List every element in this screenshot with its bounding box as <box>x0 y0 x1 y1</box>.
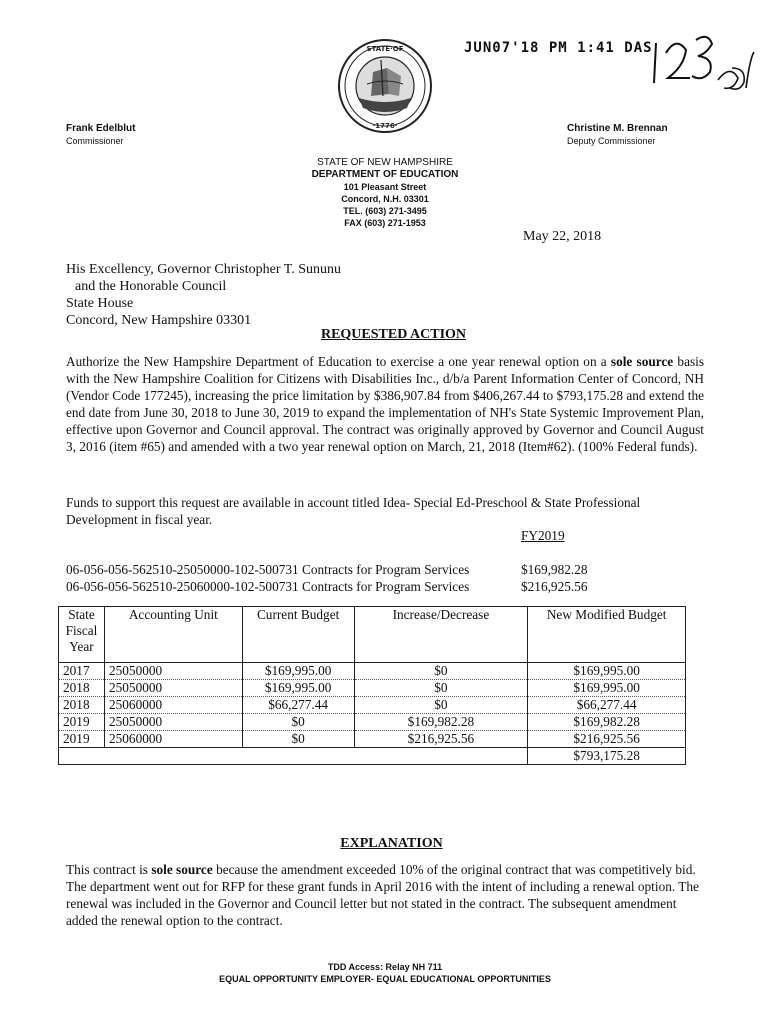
letter-date: May 22, 2018 <box>523 229 602 244</box>
cell-unit: 25050000 <box>104 663 242 680</box>
dept-line2: DEPARTMENT OF EDUCATION <box>311 169 459 180</box>
table-total-row <box>59 748 686 765</box>
paragraph-text: because the amendment exceeded 10% of the original contract that was competitively bid. The department went out for RFP for these grant funds in April 2016 with the intent of including a renewal option. The renewal was included in the Governor and Council letter but not stated in the contract. The subsequent amendment added the renewal option to the contract. <box>66 862 699 928</box>
dept-street: 101 Pleasant Street <box>343 182 427 192</box>
explanation-paragraph <box>66 861 704 929</box>
account-code: 06-056-056-562510-25060000-102-500731 Contracts for Program Services <box>66 579 470 594</box>
commissioner-title: Commissioner <box>66 136 124 146</box>
cell-year: 2018 <box>59 680 105 697</box>
cell-change: $0 <box>354 663 528 680</box>
cell-modified: $169,995.00 <box>528 680 686 697</box>
header-current-budget: Current Budget <box>242 607 354 663</box>
funds-paragraph: Funds to support this request are available in account titled Idea- Special Ed-Preschool & State Professional Development in fiscal year. <box>66 495 641 527</box>
commissioner-name: Frank Edelblut <box>66 123 136 134</box>
cell-unit: 25050000 <box>104 680 242 697</box>
cell-modified: $169,995.00 <box>528 663 686 680</box>
dept-fax: FAX (603) 271-1953 <box>344 218 426 228</box>
footer-tdd: TDD Access: Relay NH 711 <box>327 962 443 972</box>
cell-unit: 25060000 <box>104 731 242 748</box>
addressee-line: His Excellency, Governor Christopher T. Sununu <box>66 262 342 277</box>
account-line <box>66 579 588 595</box>
cell-change: $169,982.28 <box>354 714 528 731</box>
table-row <box>59 714 686 731</box>
table-row <box>59 680 686 697</box>
dept-city: Concord, N.H. 03301 <box>341 194 429 204</box>
table-row <box>59 697 686 714</box>
cell-unit: 25050000 <box>104 714 242 731</box>
cell-current: $169,995.00 <box>242 663 354 680</box>
explanation-heading: EXPLANATION <box>340 836 443 851</box>
cell-year: 2018 <box>59 697 105 714</box>
addressee-line: and the Honorable Council <box>75 279 227 294</box>
paragraph-text: This contract is <box>66 862 152 877</box>
paragraph-text: Authorize the New Hampshire Department of Education to exercise a one year renewal option on a <box>66 354 611 369</box>
paragraph-text: basis with the New Hampshire Coalition for Citizens with Disabilities Inc., d/b/a Parent Information Center of Concord, NH (Vendor Code 177245), increasing the price limitation by $386,907.84 from $406,267.44 to $793,175.28 and extend the end date from June 30, 2018 to June 30, 2019 to expand the implementation of NH's State Systemic Improvement Plan, effective upon Governor and Council approval. The contract was originally approved by Governor and Council August 3, 2016 (item #65) and amended with a two year renewal option on March, 21, 2018 (Item#62). (100% Federal funds). <box>66 354 705 454</box>
handwritten-annotation <box>646 28 756 98</box>
cell-current: $169,995.00 <box>242 680 354 697</box>
fiscal-year-label: FY2019 <box>521 528 565 543</box>
cell-modified: $216,925.56 <box>528 731 686 748</box>
cell-total: $793,175.28 <box>528 748 686 765</box>
table-row <box>59 663 686 680</box>
cell-current: $66,277.44 <box>242 697 354 714</box>
header-fiscal-year: State Fiscal Year <box>59 607 105 663</box>
account-line <box>66 562 588 578</box>
cell-modified: $169,982.28 <box>528 714 686 731</box>
cell-current: $0 <box>242 731 354 748</box>
cell-change: $0 <box>354 697 528 714</box>
table-header-row <box>59 607 686 663</box>
svg-text:·1776·: ·1776· <box>372 122 398 130</box>
sole-source-bold: sole source <box>151 862 213 877</box>
state-seal-icon <box>337 38 433 134</box>
sole-source-bold: sole source <box>610 354 674 369</box>
account-code: 06-056-056-562510-25050000-102-500731 Contracts for Program Services <box>66 562 470 577</box>
addressee-line: Concord, New Hampshire 03301 <box>66 313 252 328</box>
cell-current: $0 <box>242 714 354 731</box>
dept-tel: TEL. (603) 271-3495 <box>343 206 427 216</box>
cell-unit: 25060000 <box>104 697 242 714</box>
budget-table <box>58 606 686 765</box>
account-amount: $169,982.28 <box>521 562 588 577</box>
cell-year: 2019 <box>59 731 105 748</box>
cell-year: 2017 <box>59 663 105 680</box>
requested-action-heading: REQUESTED ACTION <box>320 327 467 342</box>
received-stamp: JUN07'18 PM 1:41 DAS <box>464 40 653 56</box>
header-accounting-unit: Accounting Unit <box>104 607 242 663</box>
account-amount: $216,925.56 <box>521 579 588 594</box>
cell-year: 2019 <box>59 714 105 731</box>
header-increase-decrease: Increase/Decrease <box>354 607 528 663</box>
deputy-commissioner-name: Christine M. Brennan <box>567 123 668 134</box>
addressee-line: State House <box>66 296 134 311</box>
requested-action-paragraph <box>66 353 704 455</box>
cell-change: $0 <box>354 680 528 697</box>
footer-eeo: EQUAL OPPORTUNITY EMPLOYER- EQUAL EDUCATIONAL OPPORTUNITIES <box>219 974 551 984</box>
total-spacer <box>59 748 528 765</box>
svg-text:STATE·OF: STATE·OF <box>366 45 404 53</box>
header-new-modified-budget: New Modified Budget <box>528 607 686 663</box>
cell-change: $216,925.56 <box>354 731 528 748</box>
department-letterhead <box>270 157 500 229</box>
dept-line1: STATE OF NEW HAMPSHIRE <box>317 157 453 168</box>
cell-modified: $66,277.44 <box>528 697 686 714</box>
deputy-commissioner-title: Deputy Commissioner <box>567 136 656 146</box>
table-row <box>59 731 686 748</box>
addressee-block <box>66 261 341 329</box>
